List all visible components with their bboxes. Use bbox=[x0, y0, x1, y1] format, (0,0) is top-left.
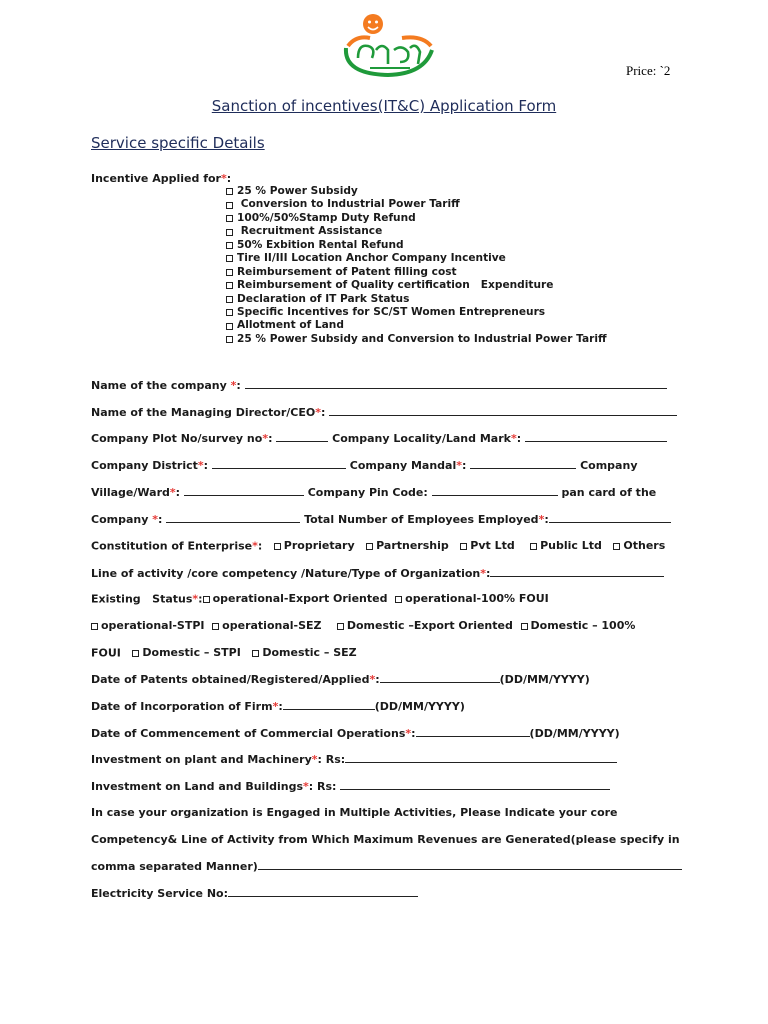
incentive-option[interactable]: Specific Incentives for SC/ST Women Entrepreneurs bbox=[226, 306, 607, 319]
company-name-field[interactable] bbox=[245, 378, 667, 389]
incentive-option[interactable]: Tire II/III Location Anchor Company Incentive bbox=[226, 252, 607, 265]
checkbox[interactable] bbox=[460, 543, 467, 550]
checkbox[interactable] bbox=[252, 650, 259, 657]
checkbox[interactable] bbox=[226, 229, 233, 236]
checkbox[interactable] bbox=[226, 282, 233, 289]
patents-row: Date of Patents obtained/Registered/Applied*: (DD/MM/YYYY) bbox=[91, 673, 590, 686]
incentive-option[interactable]: Recruitment Assistance bbox=[226, 225, 607, 238]
incentive-option[interactable]: 25 % Power Subsidy bbox=[226, 185, 607, 198]
district-mandal-row: Company District*: Company Mandal*: Company bbox=[91, 459, 638, 472]
patents-date-field[interactable] bbox=[380, 672, 500, 683]
checkbox[interactable] bbox=[226, 269, 233, 276]
pin-code-field[interactable] bbox=[432, 485, 558, 496]
checkbox[interactable] bbox=[395, 596, 402, 603]
village-field[interactable] bbox=[184, 485, 304, 496]
checkbox[interactable] bbox=[226, 336, 233, 343]
incentive-options bbox=[226, 185, 607, 346]
status-operational-foui[interactable]: operational-100% FOUI bbox=[395, 592, 549, 606]
constitution-public-ltd[interactable]: Public Ltd bbox=[530, 539, 602, 553]
commencement-date-field[interactable] bbox=[416, 726, 530, 737]
incentive-option[interactable]: Reimbursement of Patent filling cost bbox=[226, 266, 607, 279]
district-field[interactable] bbox=[212, 458, 346, 469]
status-row-2 bbox=[91, 619, 635, 634]
line-of-activity-row: Line of activity /core competency /Nature/Type of Organization*: bbox=[91, 566, 664, 581]
checkbox[interactable] bbox=[613, 543, 620, 550]
electricity-row: Electricity Service No: bbox=[91, 886, 418, 901]
status-operational-sez[interactable]: operational-SEZ bbox=[212, 619, 321, 633]
incentive-label: Incentive Applied for*: bbox=[91, 172, 232, 185]
section-title: Service specific Details bbox=[91, 134, 265, 152]
company-employees-row: Company *: Total Number of Employees Employed*: bbox=[91, 512, 671, 527]
checkbox[interactable] bbox=[521, 623, 528, 630]
checkbox[interactable] bbox=[226, 202, 233, 209]
pan-card-field[interactable] bbox=[166, 512, 300, 523]
status-row-3: FOUI Domestic – STPI Domestic – SEZ bbox=[91, 646, 357, 660]
checkbox[interactable] bbox=[212, 623, 219, 630]
checkbox[interactable] bbox=[274, 543, 281, 550]
electricity-service-field[interactable] bbox=[228, 886, 418, 897]
plant-investment-row: Investment on plant and Machinery*: Rs: bbox=[91, 752, 617, 767]
status-operational-stpi[interactable]: operational-STPI bbox=[91, 619, 205, 633]
constitution-proprietary[interactable]: Proprietary bbox=[274, 539, 355, 553]
checkbox[interactable] bbox=[226, 188, 233, 195]
price-label: Price: `2 bbox=[626, 63, 671, 78]
constitution-pvt-ltd[interactable]: Pvt Ltd bbox=[460, 539, 514, 553]
constitution-others[interactable]: Others bbox=[613, 539, 665, 553]
incentive-option[interactable]: Conversion to Industrial Power Tariff bbox=[226, 198, 607, 211]
checkbox[interactable] bbox=[226, 309, 233, 316]
meeseva-logo bbox=[336, 8, 440, 88]
status-operational-export[interactable]: operational-Export Oriented bbox=[203, 592, 388, 606]
checkbox[interactable] bbox=[226, 296, 233, 303]
land-investment-field[interactable] bbox=[340, 779, 610, 790]
status-domestic-sez[interactable]: Domestic – SEZ bbox=[252, 646, 356, 660]
checkbox[interactable] bbox=[91, 623, 98, 630]
plot-locality-row: Company Plot No/survey no*: Company Locality/Land Mark*: bbox=[91, 431, 667, 446]
incorporation-date-field[interactable] bbox=[283, 699, 375, 710]
status-domestic-100[interactable]: Domestic – 100% bbox=[521, 619, 636, 633]
incentive-option[interactable]: 100%/50%Stamp Duty Refund bbox=[226, 212, 607, 225]
incentive-option[interactable]: Reimbursement of Quality certification Expenditure bbox=[226, 279, 607, 292]
plant-investment-field[interactable] bbox=[345, 752, 617, 763]
company-name-row: Name of the company *: bbox=[91, 378, 667, 393]
md-ceo-field[interactable] bbox=[329, 405, 677, 416]
constitution-row: Constitution of Enterprise*: Proprietary Partnership Pvt Ltd Public Ltd Others bbox=[91, 539, 666, 553]
land-investment-row: Investment on Land and Buildings*: Rs: bbox=[91, 779, 610, 794]
constitution-partnership[interactable]: Partnership bbox=[366, 539, 449, 553]
plot-no-field[interactable] bbox=[276, 431, 328, 442]
core-competency-field[interactable] bbox=[258, 859, 682, 870]
checkbox[interactable] bbox=[132, 650, 139, 657]
commencement-row: Date of Commencement of Commercial Operations*: (DD/MM/YYYY) bbox=[91, 727, 620, 740]
incentive-option[interactable]: Declaration of IT Park Status bbox=[226, 293, 607, 306]
status-domestic-stpi[interactable]: Domestic – STPI bbox=[132, 646, 240, 660]
incentive-option[interactable]: Allotment of Land bbox=[226, 319, 607, 332]
md-ceo-row: Name of the Managing Director/CEO*: bbox=[91, 405, 677, 420]
locality-field[interactable] bbox=[525, 431, 667, 442]
checkbox[interactable] bbox=[226, 242, 233, 249]
multi-activity-row: comma separated Manner) bbox=[91, 859, 682, 874]
checkbox[interactable] bbox=[337, 623, 344, 630]
incentive-option[interactable]: 50% Exbition Rental Refund bbox=[226, 239, 607, 252]
checkbox[interactable] bbox=[226, 215, 233, 222]
incorporation-row: Date of Incorporation of Firm*: (DD/MM/YYYY) bbox=[91, 700, 465, 713]
village-pin-row: Village/Ward*: Company Pin Code: pan card of the bbox=[91, 486, 657, 499]
employees-field[interactable] bbox=[549, 512, 671, 523]
form-title: Sanction of incentives(IT&C) Application Form bbox=[211, 97, 557, 115]
mandal-field[interactable] bbox=[470, 458, 576, 469]
multi-activity-line-1: In case your organization is Engaged in Multiple Activities, Please Indicate your core bbox=[91, 806, 618, 819]
incentive-option[interactable]: 25 % Power Subsidy and Conversion to Industrial Power Tariff bbox=[226, 333, 607, 346]
line-of-activity-field[interactable] bbox=[490, 566, 664, 577]
existing-status-row: Existing Status*: operational-Export Oriented operational-100% FOUI bbox=[91, 592, 549, 606]
status-domestic-export[interactable]: Domestic –Export Oriented bbox=[337, 619, 513, 633]
checkbox[interactable] bbox=[203, 596, 210, 603]
multi-activity-line-2: Competency& Line of Activity from Which Maximum Revenues are Generated(please specify in bbox=[91, 833, 680, 846]
checkbox[interactable] bbox=[226, 323, 233, 330]
checkbox[interactable] bbox=[226, 255, 233, 262]
checkbox[interactable] bbox=[530, 543, 537, 550]
checkbox[interactable] bbox=[366, 543, 373, 550]
